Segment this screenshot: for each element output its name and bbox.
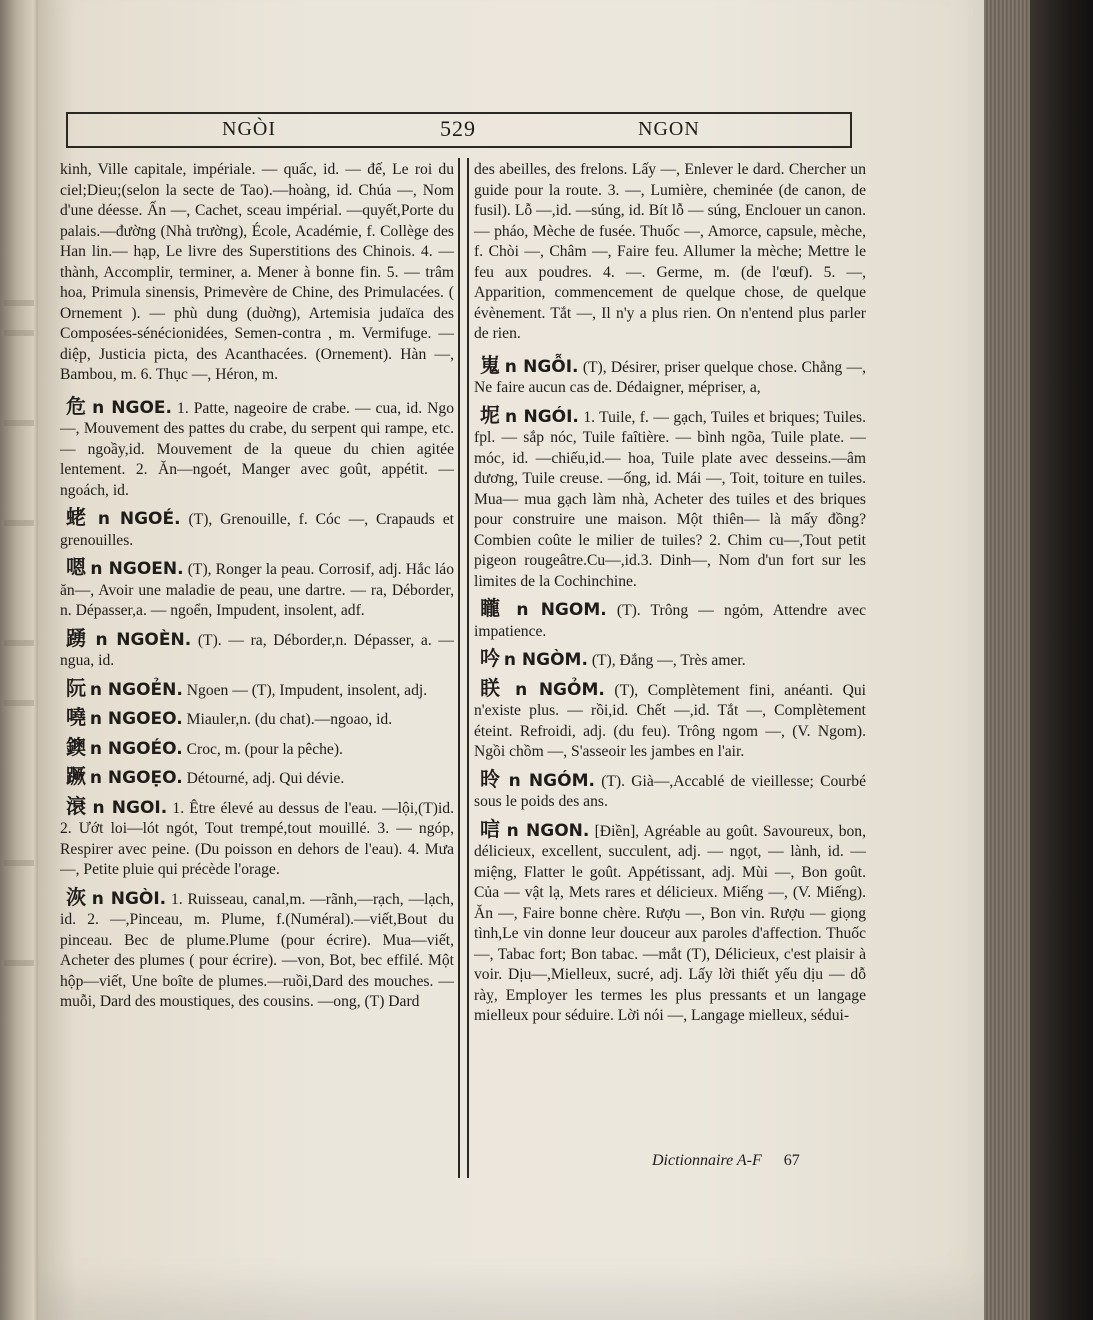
entry-headword: n NGOÈN.	[95, 629, 192, 650]
dictionary-entry	[60, 393, 455, 502]
book-cover	[1030, 0, 1093, 1320]
entry-character: 洃	[66, 884, 87, 909]
entry-headword: n NGOI.	[92, 797, 168, 818]
dictionary-entry	[60, 507, 454, 551]
running-header	[66, 112, 852, 148]
entry-text: (T), Ronger la peau. Corrosif, adj. Hắc láo ăn—, Avoir une maladie de peau, une dartre. — ra, Déborder, n. Dépasser,a. — ngoển, Impudent, insolent, adf.	[60, 561, 454, 619]
entry-headword: n NGÒM.	[503, 650, 588, 670]
page-footer	[652, 1152, 800, 1170]
header-page-number: 529	[440, 116, 476, 141]
entry-headword: n NGOÉO.	[89, 738, 183, 759]
dictionary-entry	[474, 675, 866, 763]
entry-character: 嗯	[66, 555, 87, 579]
dictionary-entry	[60, 793, 454, 881]
dictionary-entry	[60, 625, 454, 672]
entry-character: 昤	[480, 766, 503, 791]
entry-text: 1. Être élevé au dessus de l'eau. —lội,(T)id. 2. Ướt loi—lót ngót, Tout trempé,tout mouillé. 3. — ngóp, Respirer avec peine. (Du poisson en dehors de l'eau). 4. Mưa —, Petite pluie qui précède l'orage.	[60, 799, 454, 878]
dictionary-entry	[474, 352, 866, 399]
entry-character: 嘵	[66, 705, 86, 729]
entry-text: (T), Complètement fini, anéanti. Qui n'existe plus. — rồi,id. Chết —,id. Tắt —, Complètement éteint. Refroidi, adj. (du feu). Trông ngom —, (V. Ngom). Ngồi chồm —, S'asseoir les jambes en l'air.	[474, 681, 866, 760]
right-column	[474, 160, 866, 1033]
entry-text: 1. Patte, nageoire de crabe. — cua, id. Ngo —, Mouvement des pattes du crabe, du serpent qui rampe, etc. — ngoầy,id. Mouvement de la queue du chien agitée lentement. 2. Ăn—ngoét, Manger avec goût, appétit. — ngoách, id.	[60, 399, 455, 499]
entry-headword: n NGÓM.	[508, 770, 595, 791]
header-right-word: NGON	[638, 118, 700, 140]
entry-headword: n NGÓI.	[504, 406, 579, 427]
entry-text: (T). Trông — ngỏm, Attendre avec impatience.	[474, 602, 866, 640]
dictionary-entry	[474, 766, 866, 813]
entry-character: 鐭	[66, 734, 86, 759]
entry-text: (T), Grenouille, f. Cóc —, Crapauds et grenouilles.	[60, 511, 455, 549]
dictionary-entry	[60, 884, 454, 1013]
footer-number: 67	[783, 1152, 800, 1169]
column-rule	[467, 158, 469, 1178]
entry-text: Ngoen — (T), Impudent, insolent, adj.	[186, 681, 428, 699]
entry-text: Miauler,n. (du chat).—ngoao, id.	[186, 711, 393, 728]
entry-text: kinh, Ville capitale, impériale. — quấc, id. — đế, Le roi du ciel;Dieu;(selon la secte de Tao).—hoàng, id. Chúa —, Nom d'une déesse. Ấn —, Cachet, sceau impérial. —quyết,Porte du palais.—đường (Nhà trường), École, Académie, f. Collège des Han lin.— hạp, Le livre des Superstitions des Chinois. 4. — thành, Accomplir, terminer, a. Mener à bonne fin. 5. — trâm hoa, Primula sinensis, Primevère de Chine, des Primulacées. ( Ornement ). — phù dung (duờng), Artemisia judaïca des Composées-sénécionidées, Semen-contra , m. Vermifuge. — diệp, Justicia picta, des Acanthacées. (Ornement). Hàn —, Bambou, m. 6. Thục —, Héron, m.	[60, 161, 454, 383]
entry-headword: n NGOEN.	[90, 559, 184, 579]
column-rule	[458, 158, 460, 1178]
dictionary-entry	[60, 160, 454, 386]
entry-headword: n NGOEO.	[89, 709, 183, 729]
entry-headword: n NGOẺN.	[89, 679, 183, 700]
entry-character: 吟	[480, 646, 500, 670]
entry-headword: n NGON.	[506, 820, 590, 841]
entry-character: 眹	[480, 675, 506, 700]
dictionary-entry	[474, 816, 867, 1027]
entry-character: 踴	[66, 625, 89, 650]
entry-text: Détourné, adj. Qui dévie.	[186, 770, 345, 787]
dictionary-entry	[60, 707, 454, 731]
left-column	[60, 160, 454, 1019]
dictionary-entry	[474, 402, 866, 593]
entry-text: [Điền], Agréable au goût. Savoureux, bon, délicieux, excellent, succulent, adj. — ngọt, — lành, id. — miệng, Flatter le goût. Appétissant, adj. Mùi —, Bon goût. Của — vật lạ, Mets rares et délicieux. Miếng —, (V. Miếng). Ăn —, Faire bonne chère. Rượu —, Bon vin. Rượu — giọng tình,Le vin donne leur douceur aux paroles d'affection. Thuốc —, Tabac fort; Bon tabac. —mắt (T), Délicieux, c'est plaisir à voir. Dịu—,Mielleux, sucré, adj. Lấy lời thiết yếu dịu — dỗ ràỵ, Employer les termes les plus pressants et un langage mielleux pour séduire. Lời nói —, Langage mielleux, sédui-	[474, 822, 867, 1024]
entry-text: 1. Ruisseau, canal,m. —rãnh,—rạch, —lạch, id. 2. —,Pinceau, m. Plume, f.(Numéral).—viết,Bout du pinceau. Bec de plume.Plume (pour écrire). Mua—viết, Acheter des plumes ( pour écrire). —von, Bot, bec effilé. Một hộp—viết, Une boîte de plumes.—ruồi,Dard des mouches. —muỗi, Dard des moustiques, des cousins. —ong, (T) Dard	[60, 890, 454, 1010]
entry-headword: n NGÒI.	[91, 888, 167, 909]
dictionary-entry	[60, 734, 454, 761]
page-edges	[975, 0, 1035, 1320]
entry-text: (T). — ra, Déborder,n. Dépasser, a. — ngua, id.	[60, 631, 454, 669]
dictionary-entry	[474, 648, 866, 672]
entry-character: 嵬	[480, 352, 501, 377]
entry-headword: n NGOÉ.	[97, 509, 181, 529]
entry-text: des abeilles, des frelons. Lấy —, Enlever le dard. Chercher un guide pour la route. 3. —, Lumière, cheminée (de canon, de fusil). Lỗ —,id. —súng, id. Bít lỗ — súng, Enclouer un canon.— pháo, Mèche de fusée. Thuốc —, Amorce, capsule, mèche, f. Chòi —, Châm —, Faire feu. Allumer la mèche; Mettre le feu aux poudres. 4. —. Germe, m. (de l'œuf). 5. —, Apparition, commencement de quelque chose, de quelque évènement. Tắt —, Il n'y a plus rien. On n'entend plus parler de rien.	[474, 161, 866, 342]
footer-title: Dictionnaire A-F	[652, 1152, 762, 1169]
entry-text: Croc, m. (pour la pêche).	[186, 740, 343, 758]
dictionary-entry	[60, 557, 454, 622]
entry-text: (T). Già—,Accablé de vieillesse; Courbé sous le poids des ans.	[474, 772, 866, 810]
dictionary-entry	[474, 160, 866, 345]
entry-character: 矓	[480, 596, 507, 620]
entry-headword: n NGOE.	[92, 397, 172, 418]
entry-character: 危	[66, 393, 88, 418]
entry-text: (T), Désirer, priser quelque chose. Chẳng —, Ne faire aucun cas de. Dédaigner, mépriser, a,	[474, 358, 866, 396]
facing-page-edge	[0, 0, 42, 1320]
entry-headword: n NGỎM.	[515, 679, 605, 700]
entry-text: (T), Đắng —, Très amer.	[591, 652, 746, 669]
entry-character: 阮	[66, 675, 86, 700]
dictionary-entry	[60, 675, 454, 702]
dictionary-entry	[474, 598, 866, 642]
entry-headword: n NGỖI.	[504, 356, 579, 377]
entry-headword: n NGOẸO.	[89, 768, 183, 788]
header-left-word: NGÒI	[222, 118, 276, 140]
entry-character: 滖	[66, 793, 88, 818]
entry-character: 蹶	[66, 764, 86, 788]
entry-character: 蛯	[66, 505, 90, 529]
entry-character: 唁	[480, 816, 502, 841]
entry-headword: n NGOM.	[516, 600, 607, 620]
dictionary-entry	[60, 766, 454, 790]
entry-text: 1. Tuile, f. — gạch, Tuiles et briques; Tuiles. fpl. — sắp nóc, Tuile faîtière. — bình ngõa, Tuile plate. — móc, id. —chiếu,id.— hoa, Tuile plate avec desseins.—âm dương, Tuile creuse. —ống, id. Mái —, Toit, toiture en tuiles. Mua— mua gạch làm nhà, Acheter des tuiles et des briques pour construire une maison. Một thiên— là mấy đồng? Combien coûte le milier de tuiles? 2. Chim cu—,Tout petit pigeon rougeâtre.Cu—,id.3. Dinh—, Nom d'un fort sur les limites de la Cochinchine.	[474, 408, 866, 590]
entry-character: 坭	[480, 402, 501, 427]
